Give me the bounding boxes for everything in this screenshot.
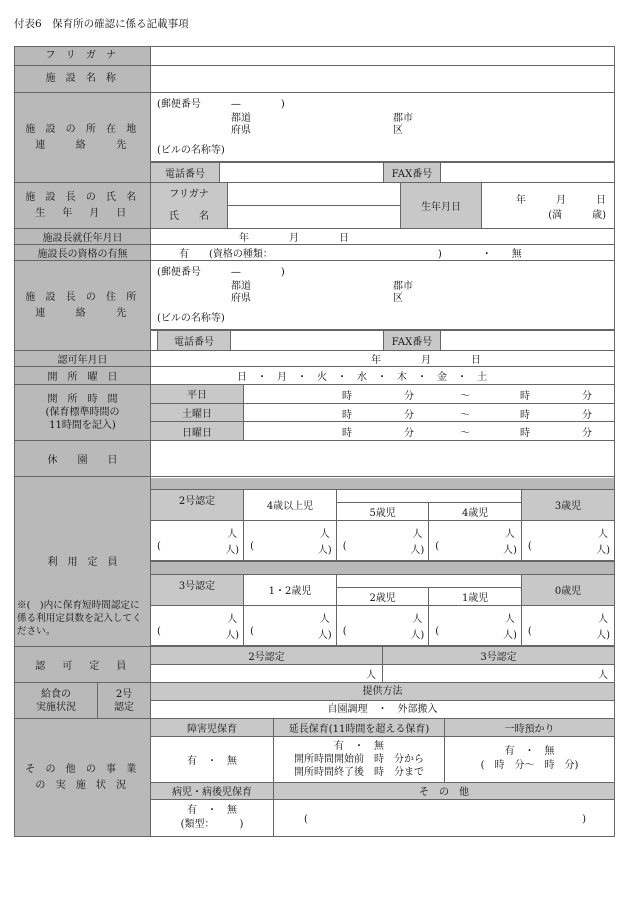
director-fax-label: FAX番号 [384, 331, 441, 351]
g3-count-field[interactable]: 人 ( 人) [521, 606, 614, 646]
g2-count-field[interactable]: 人 ( 人) [151, 521, 244, 561]
appointment-date-field[interactable]: 年 月 日 [151, 229, 615, 245]
open-days-label: 開 所 曜 日 [15, 367, 151, 385]
director-label: 施 設 長 の 氏 名 生 年 月 日 [15, 183, 151, 229]
temporary-care-label: 一時預かり [445, 719, 615, 736]
other-programs-label: そ の 他 の 事 業 の 実 施 状 況 [15, 719, 151, 837]
hours-row-label: 日曜日 [151, 422, 244, 440]
extended-care-field[interactable]: 有 ・ 無 開所時間開始前 時 分から 開所時間終了後 時 分まで [274, 736, 445, 782]
license-g2-label: 2号認定 [151, 647, 383, 664]
hours-row-field[interactable]: 時 分 ～ 時 分 [244, 385, 615, 403]
fax-field[interactable] [441, 163, 615, 183]
birth-field[interactable]: 年 月 日 (満 歳) [516, 194, 606, 221]
director-fax-field[interactable] [441, 331, 615, 351]
form-table [14, 46, 615, 837]
facility-name-label: 施 設 名 称 [15, 66, 151, 93]
disabled-care-field[interactable]: 有 ・ 無 [151, 736, 274, 782]
g2-count-field[interactable]: 人 ( 人) [429, 521, 522, 561]
g2-count-field[interactable]: 人 ( 人) [521, 521, 614, 561]
license-capacity-label: 認 可 定 員 [15, 647, 151, 683]
g3-count-field[interactable]: 人 ( 人) [429, 606, 522, 646]
hours-label: 開 所 時 間 (保育標準時間の 11時間を記入) [15, 385, 151, 441]
hours-table [151, 385, 614, 440]
approval-date-label: 認可年月日 [15, 351, 151, 367]
g2-age5-label: 5歳児 [337, 502, 429, 520]
director-furigana-label: フリガナ [169, 188, 209, 200]
license-g3-label: 3号認定 [383, 647, 615, 664]
meal-method-title: 提供方法 [151, 683, 614, 701]
g3-age2-label: 2歳児 [337, 587, 429, 605]
director-phone-field[interactable] [231, 331, 384, 351]
hours-row-label: 土曜日 [151, 403, 244, 422]
g2-count-field[interactable]: 人 ( 人) [244, 521, 337, 561]
g3-age12-label: 1・2歳児 [244, 575, 337, 605]
phone-field[interactable] [220, 163, 384, 183]
license-g3-field[interactable]: 人 [383, 664, 615, 682]
license-g2-field[interactable]: 人 [151, 664, 383, 682]
director-address-label: 施 設 長 の 住 所 連 絡 先 [15, 261, 151, 351]
furigana-field[interactable] [151, 47, 615, 66]
approval-date-field[interactable]: 年 月 日 [151, 351, 615, 367]
closed-days-label: 休 園 日 [15, 441, 151, 477]
capacity-label: 利 用 定 員 [47, 557, 118, 568]
hours-row-field[interactable]: 時 分 ～ 時 分 [244, 403, 615, 422]
g3-title: 3号認定 [151, 575, 244, 606]
g2-counts-row [151, 521, 614, 561]
g3-count-field[interactable]: 人 ( 人) [151, 606, 244, 646]
g2-age4-label: 4歳児 [429, 502, 521, 520]
meal-method-value[interactable]: 自園調理 ・ 外部搬入 [327, 704, 438, 715]
birth-label: 生年月日 [401, 183, 482, 228]
director-name-label: 氏 名 [169, 210, 209, 222]
open-days-field[interactable]: 日 ・ 月 ・ 火 ・ 水 ・ 木 ・ 金 ・ 土 [151, 367, 615, 385]
g2-age3-label: 3歳児 [522, 490, 615, 521]
hours-row-label: 平日 [151, 385, 244, 403]
temporary-care-field[interactable]: 有 ・ 無 ( 時 分～ 時 分) [445, 736, 615, 782]
director-address-block[interactable]: (郵便番号 — ) 都道 府県 郡市 区 (ビルの名称等) [151, 261, 614, 330]
facility-address-label: 施 設 の 所 在 地 連 絡 先 [15, 93, 151, 183]
address-block[interactable]: (郵便番号 — ) 都道 府県 郡市 区 (ビルの名称等) [151, 93, 614, 162]
g2-count-field[interactable]: 人 ( 人) [336, 521, 429, 561]
closed-days-field[interactable] [151, 441, 615, 477]
g3-age0-label: 0歳児 [522, 575, 615, 606]
g3-count-field[interactable]: 人 ( 人) [336, 606, 429, 646]
other-field[interactable]: ( ) [274, 799, 615, 836]
qualification-label: 施設長の資格の有無 [15, 245, 151, 261]
director-name-field[interactable] [228, 206, 400, 228]
capacity-label-cell [15, 477, 151, 647]
g3-count-field[interactable]: 人 ( 人) [244, 606, 337, 646]
g3-counts-row [151, 606, 614, 646]
furigana-label: フ リ ガ ナ [15, 47, 151, 66]
qualification-field[interactable]: 有 (資格の種類： ) ・ 無 [151, 245, 615, 261]
facility-name-field[interactable] [151, 66, 615, 93]
phone-label: 電話番号 [151, 163, 220, 183]
appointment-date-label: 施設長就任年月日 [15, 229, 151, 245]
capacity-note: ※( )内に保育短時間認定に係る利用定員数を記入してください。 [17, 600, 142, 637]
other-title: そ の 他 [274, 782, 615, 799]
document-title: 付表6 保育所の確認に係る記載事項 [14, 18, 189, 30]
fax-label: FAX番号 [384, 163, 441, 183]
director-furigana-field[interactable] [228, 183, 400, 206]
g2-over4-label: 4歳以上児 [244, 490, 337, 520]
sick-care-label: 病児・病後児保育 [151, 782, 274, 799]
director-phone-label: 電話番号 [158, 331, 231, 351]
g3-age1-label: 1歳児 [429, 587, 521, 605]
disabled-care-label: 障害児保育 [151, 719, 274, 736]
extended-care-label: 延長保育(11時間を超える保育) [274, 719, 445, 736]
meal-label: 給食の 実施状況 [15, 683, 98, 718]
g2-title: 2号認定 [151, 490, 244, 521]
hours-row-field[interactable]: 時 分 ～ 時 分 [244, 422, 615, 440]
sick-care-field[interactable]: 有 ・ 無 (類型： ) [151, 799, 274, 836]
meal-sub-label: 2号 認定 [98, 683, 151, 718]
